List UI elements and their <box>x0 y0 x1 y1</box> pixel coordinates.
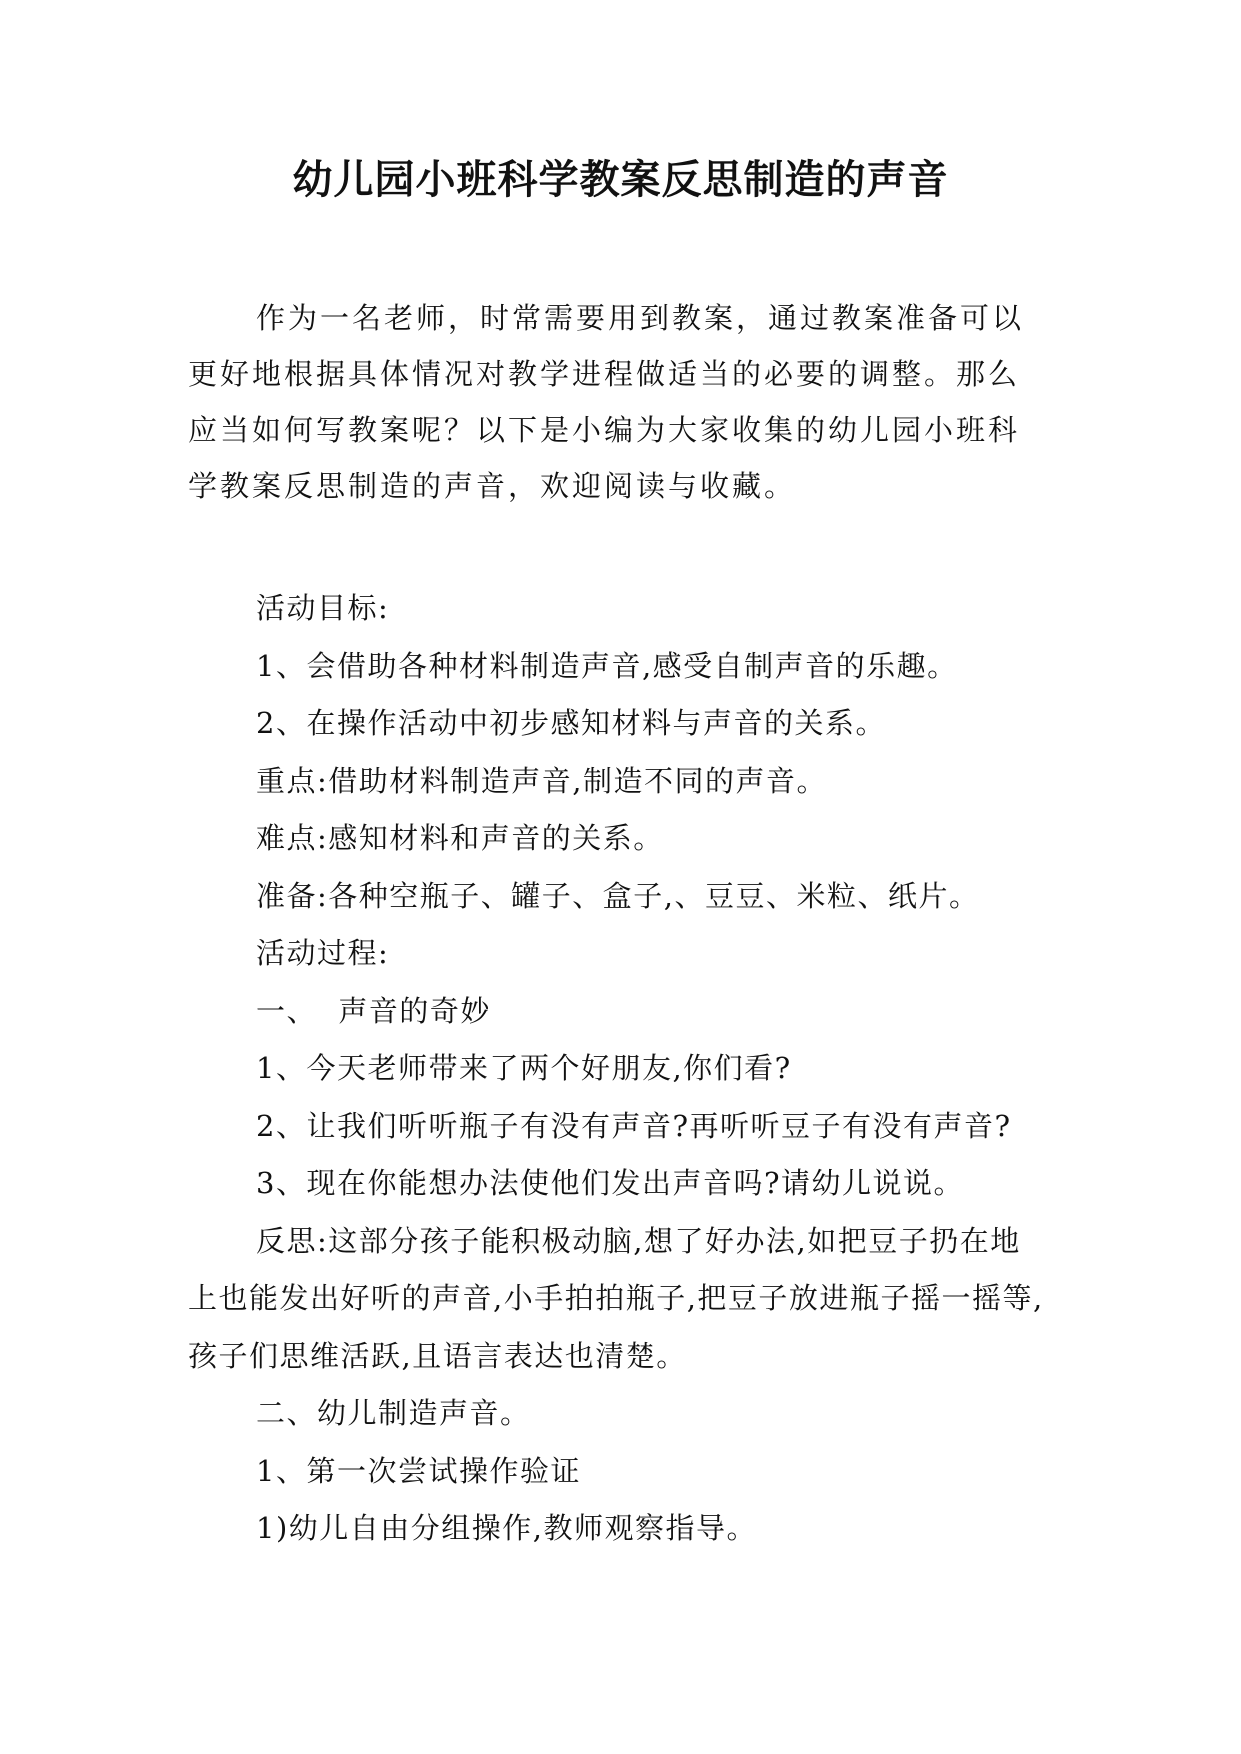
process-item: 1、第一次尝试操作验证 <box>256 1453 581 1488</box>
key-point-line: 重点:借助材料制造声音,制造不同的声音。 <box>256 763 827 798</box>
section-heading-objectives: 活动目标: <box>256 591 390 625</box>
preparation-line: 准备:各种空瓶子、罐子、盒子,、豆豆、米粒、纸片。 <box>256 878 980 913</box>
reflection-paragraph: 反思:这部分孩子能积极动脑,想了好办法,如把豆子扔在地上也能发出好听的声音,小手拍拍瓶子,把豆子放进瓶子摇一摇等,孩子们思维活跃,且语言表达也清楚。 <box>188 1223 1044 1373</box>
process-step-heading: 二、幼儿制造声音。 <box>256 1396 531 1430</box>
difficulty-line: 难点:感知材料和声音的关系。 <box>256 821 664 855</box>
intro-paragraph: 作为一名老师，时常需要用到教案，通过教案准备可以更好地根据具体情况对教学进程做适当的必要的调整。那么应当如何写教案呢？以下是小编为大家收集的幼儿园小班科学教案反思制造的声音，欢迎阅读与收藏。 <box>188 301 1025 503</box>
objective-item: 1、会借助各种材料制造声音,感受自制声音的乐趣。 <box>256 648 958 683</box>
process-item: 1)幼儿自由分组操作,教师观察指导。 <box>256 1511 757 1545</box>
document-body <box>188 580 1068 1558</box>
document-title: 幼儿园小班科学教案反思制造的声音 <box>292 157 949 203</box>
process-item: 1、今天老师带来了两个好朋友,你们看? <box>256 1051 792 1085</box>
process-item: 3、现在你能想办法使他们发出声音吗?请幼儿说说。 <box>256 1166 964 1200</box>
process-item: 2、让我们听听瓶子有没有声音?再听听豆子有没有声音? <box>256 1108 1012 1143</box>
objective-item: 2、在操作活动中初步感知材料与声音的关系。 <box>256 706 886 740</box>
section-heading-process: 活动过程: <box>256 936 390 970</box>
process-step-heading: 一、 声音的奇妙 <box>256 993 491 1028</box>
